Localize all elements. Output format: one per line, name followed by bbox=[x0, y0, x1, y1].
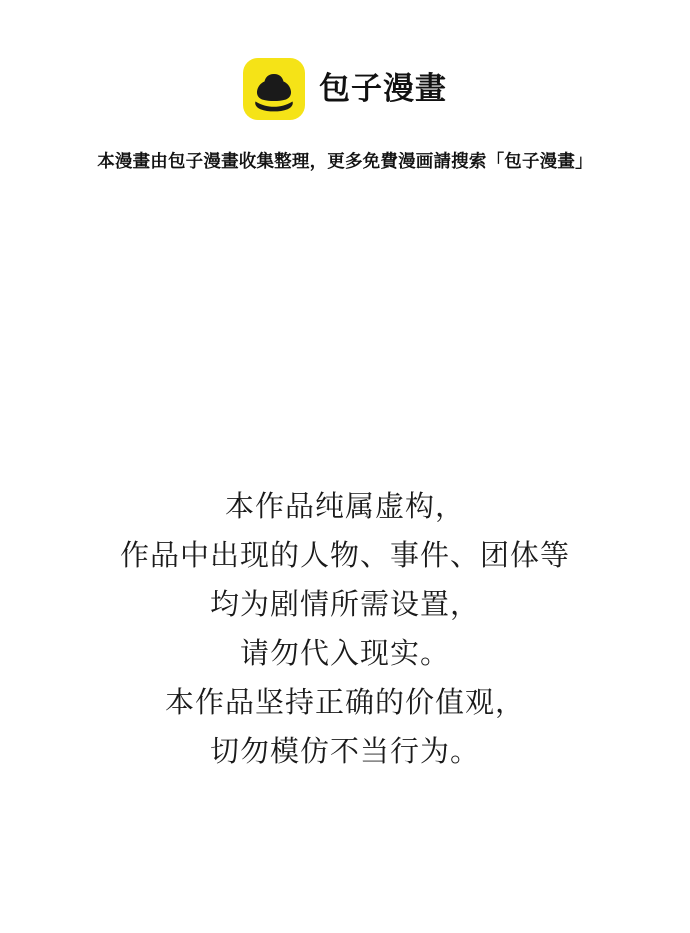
disclaimer-line: 作品中出现的人物、事件、团体等 bbox=[119, 538, 570, 572]
brand-title: 包子漫畫 bbox=[319, 70, 447, 107]
source-notice-text: 本漫畫由包子漫畫收集整理，更多免費漫画請搜索「包子漫畫」 bbox=[97, 152, 593, 172]
disclaimer-line: 本作品纯属虚构， bbox=[224, 489, 465, 523]
disclaimer-line: 均为剧情所需设置， bbox=[209, 587, 480, 621]
disclaimer-line: 本作品坚持正确的价值观， bbox=[164, 685, 525, 719]
baozi-bun-logo-icon bbox=[243, 58, 305, 120]
disclaimer-line: 切勿模仿不当行为。 bbox=[209, 734, 480, 768]
brand-header bbox=[0, 58, 690, 120]
disclaimer-line: 请勿代入现实。 bbox=[239, 636, 450, 670]
disclaimer-block bbox=[0, 482, 690, 776]
